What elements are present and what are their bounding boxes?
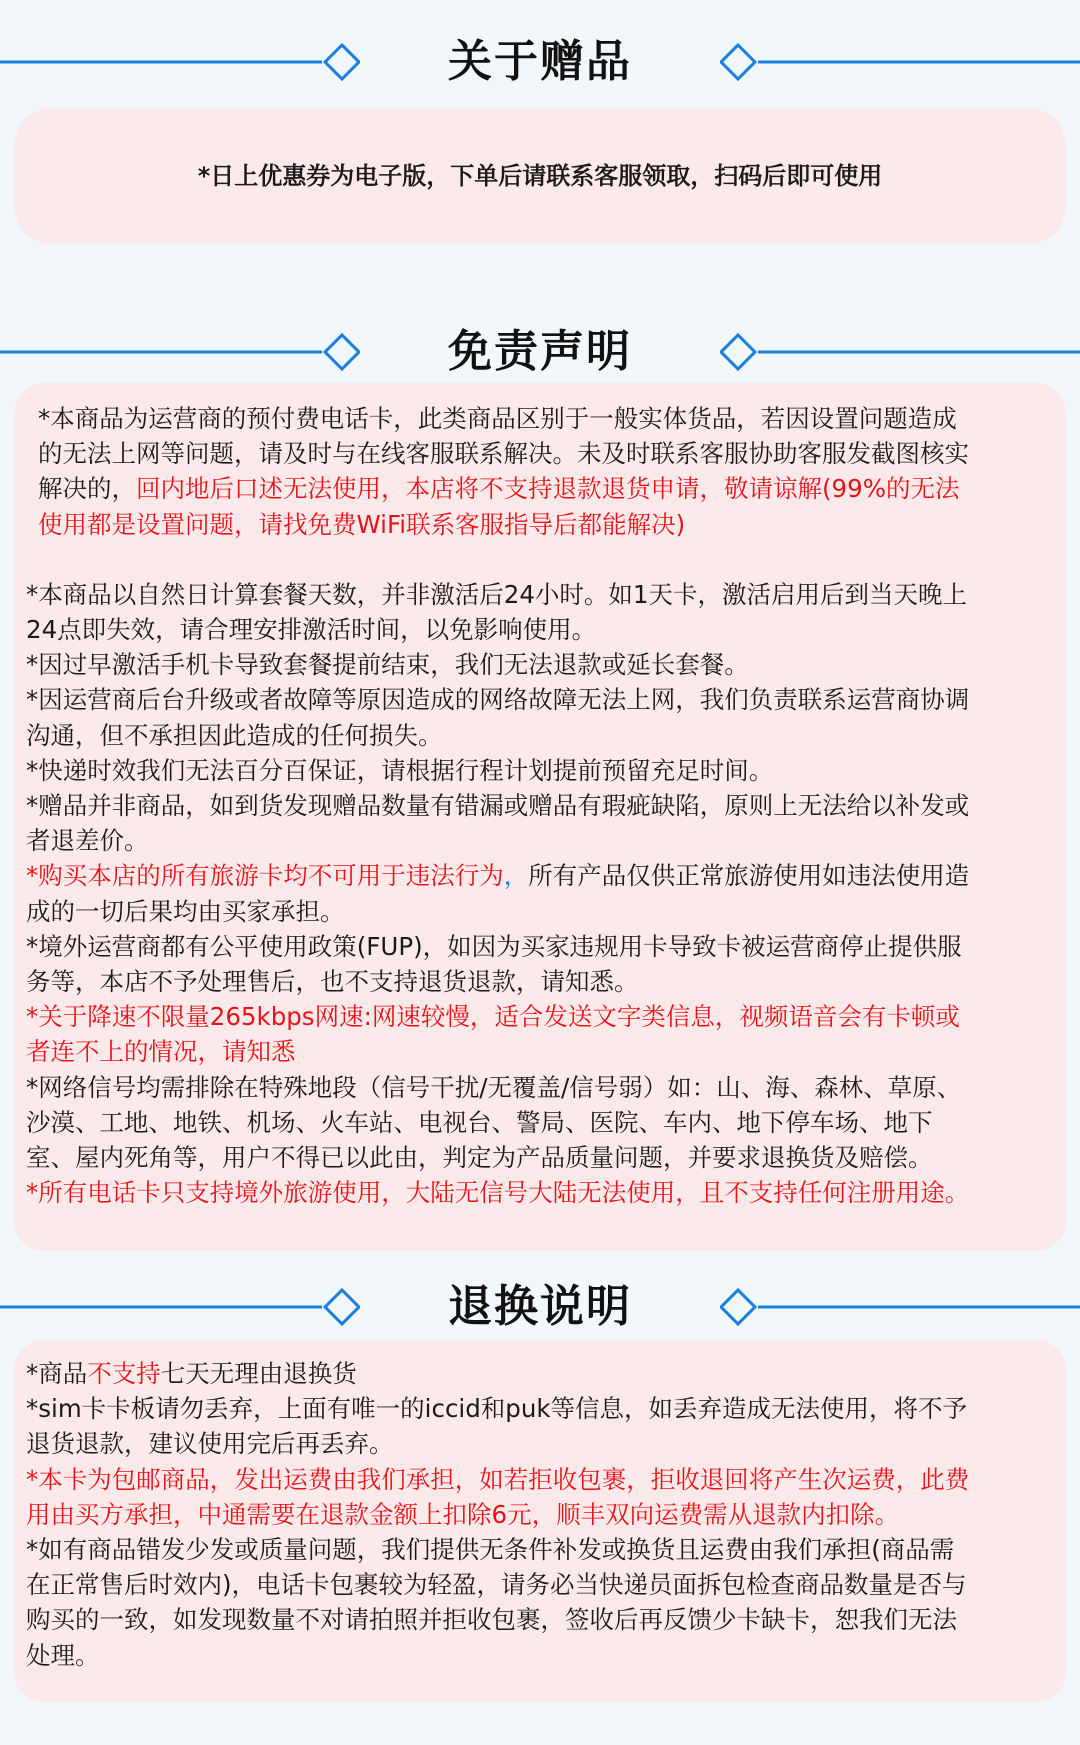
warning-text: 不支持 bbox=[87, 1359, 161, 1388]
warning-text: 者连不上的情况，请知悉 bbox=[26, 1037, 296, 1067]
gift-text: *日上优惠券为电子版，下单后请联系客服领取，扫码后即可使用 bbox=[197, 162, 883, 190]
text-line: 24点即失效，请合理安排激活时间，以免影响使用。 bbox=[26, 615, 597, 645]
diamond-divider-right-icon bbox=[720, 1277, 1080, 1337]
text-line bbox=[26, 1356, 1056, 1391]
text-line: *网络信号均需排除在特殊地段（信号干扰/无覆盖/信号弱）如：山、海、森林、草原、 bbox=[26, 1072, 962, 1102]
text-line: 的无法上网等问题，请及时与在线客服联系解决。未及时联系客服协助客服发截图核实 bbox=[38, 439, 969, 469]
text-fragment: 七天无理由退换货 bbox=[160, 1359, 357, 1388]
text-line: 室、屋内死角等，用户不得已以此由，判定为产品质量问题，并要求退换货及赔偿。 bbox=[26, 1143, 933, 1173]
disclaimer-section-header bbox=[0, 322, 1080, 382]
gift-section-header bbox=[0, 32, 1080, 92]
text-line: *因运营商后台升级或者故障等原因造成的网络故障无法上网，我们负责联系运营商协调 bbox=[26, 685, 970, 715]
warning-text: 用由买方承担，中通需要在退款金额上扣除6元，顺丰双向运费需从退款内扣除。 bbox=[26, 1499, 900, 1529]
text-line: 沟通，但不承担因此造成的任何损失。 bbox=[26, 720, 443, 750]
text-line: 务等，本店不予处理售后，也不支持退货退款，请知悉。 bbox=[26, 967, 639, 997]
returns-text bbox=[26, 1356, 1056, 1673]
warning-text: 回内地后口述无法使用，本店将不支持退款退货申请，敬请谅解(99%的无法 bbox=[136, 474, 960, 504]
gift-card bbox=[14, 108, 1066, 244]
text-line: *sim卡卡板请勿丢弃，上面有唯一的iccid和puk等信息，如丢弃造成无法使用，将不予 bbox=[26, 1394, 968, 1424]
warning-text: *本卡为包邮商品，发出运费由我们承担，如若拒收包裹，拒收退回将产生次运费，此费 bbox=[26, 1464, 970, 1494]
text-line: 处理。 bbox=[26, 1640, 100, 1670]
text-line bbox=[26, 858, 1056, 893]
text-line: *本商品为运营商的预付费电话卡，此类商品区别于一般实体货品，若因设置问题造成 bbox=[38, 404, 957, 433]
diamond-divider-right-icon bbox=[720, 322, 1080, 382]
returns-section-header bbox=[0, 1277, 1080, 1337]
diamond-divider-right-icon bbox=[720, 32, 1080, 92]
text-line: *赠品并非商品，如到货发现赠品数量有错漏或赠品有瑕疵缺陷，原则上无法给以补发或 bbox=[26, 791, 970, 821]
returns-card bbox=[14, 1340, 1066, 1702]
text-line: 沙漠、工地、地铁、机场、火车站、电视台、警局、医院、车内、地下停车场、地下 bbox=[26, 1107, 933, 1137]
disclaimer-card bbox=[14, 383, 1066, 1251]
text-line: *快递时效我们无法百分百保证，请根据行程计划提前预留充足时间。 bbox=[26, 755, 774, 785]
returns-section-title: 退换说明 bbox=[448, 1281, 632, 1332]
text-line: *如有商品错发少发或质量问题，我们提供无条件补发或换货且运费由我们承担(商品需 bbox=[26, 1535, 955, 1565]
text-line: 者退差价。 bbox=[26, 826, 149, 856]
warning-text: 使用都是设置问题，请找免费WiFi联系客服指导后都能解决) bbox=[38, 509, 686, 539]
text-line: *境外运营商都有公平使用政策(FUP)，如因为买家违规用卡导致卡被运营商停止提供服 bbox=[26, 931, 962, 961]
text-fragment: ， bbox=[503, 861, 529, 891]
text-line: 成的一切后果均由买家承担。 bbox=[26, 896, 345, 926]
text-fragment: *商品 bbox=[26, 1359, 88, 1388]
disclaimer-section-title: 免责声明 bbox=[448, 326, 632, 377]
warning-text: *所有电话卡只支持境外旅游使用，大陆无信号大陆无法使用，且不支持任何注册用途。 bbox=[26, 1178, 970, 1208]
text-line: *因过早激活手机卡导致套餐提前结束，我们无法退款或延长套餐。 bbox=[26, 650, 749, 680]
text-line: *本商品以自然日计算套餐天数，并非激活后24小时。如1天卡，激活启用后到当天晚上 bbox=[26, 579, 968, 609]
gift-section-title: 关于赠品 bbox=[448, 36, 632, 87]
text-line: 购买的一致，如发现数量不对请拍照并拒收包裹，签收后再反馈少卡缺卡，恕我们无法 bbox=[26, 1605, 957, 1635]
warning-text: *购买本店的所有旅游卡均不可用于违法行为 bbox=[26, 861, 504, 891]
text-fragment: 所有产品仅供正常旅游使用如违法使用造 bbox=[528, 861, 970, 891]
disclaimer-paragraph-1 bbox=[26, 401, 1056, 542]
warning-text: *关于降速不限量265kbps网速:网速较慢，适合发送文字类信息，视频语音会有卡顿或 bbox=[26, 1002, 960, 1032]
disclaimer-text bbox=[26, 401, 1056, 1210]
text-line: 退货退款，建议使用完后再丢弃。 bbox=[26, 1429, 394, 1459]
text-line bbox=[38, 471, 1056, 506]
text-fragment: 解决的， bbox=[38, 474, 136, 504]
text-line: 在正常售后时效内)，电话卡包裹较为轻盈，请务必当快递员面拆包检查商品数量是否与 bbox=[26, 1570, 967, 1600]
